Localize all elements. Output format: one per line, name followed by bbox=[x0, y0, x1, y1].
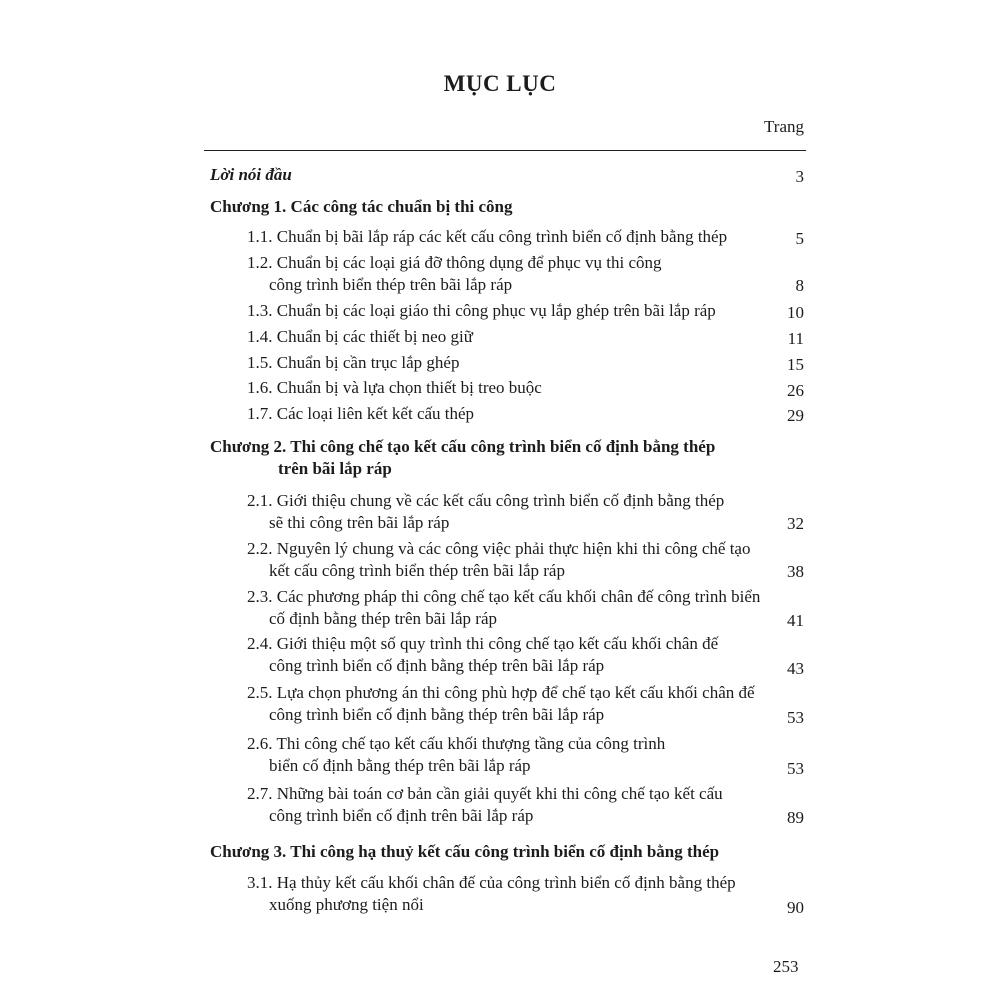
toc-chapter-1[interactable] bbox=[210, 196, 513, 218]
toc-entry-preface[interactable] bbox=[210, 164, 292, 186]
toc-page-number: 15 bbox=[787, 355, 804, 374]
toc-section-1-5[interactable] bbox=[247, 352, 459, 374]
toc-section-title: 1.1. Chuẩn bị bãi lắp ráp các kết cấu công trình biển cố định bằng thép bbox=[247, 227, 728, 246]
toc-page-number: 53 bbox=[787, 708, 804, 727]
toc-page-number: 90 bbox=[787, 898, 804, 917]
toc-page-number: 3 bbox=[795, 167, 804, 186]
toc-section-3-1[interactable] bbox=[247, 872, 736, 916]
toc-section-title-continued: xuống phương tiện nổi bbox=[269, 895, 424, 914]
toc-section-title: 2.1. Giới thiệu chung về các kết cấu công trình biển cố định bằng thép bbox=[247, 491, 725, 510]
toc-section-title: 2.2. Nguyên lý chung và các công việc phải thực hiện khi thi công chế tạo bbox=[247, 539, 751, 558]
toc-section-1-3[interactable] bbox=[247, 300, 716, 322]
toc-page-number: 26 bbox=[787, 381, 804, 400]
toc-section-title: 2.6. Thi công chế tạo kết cấu khối thượng tầng của công trình bbox=[247, 734, 666, 753]
toc-section-title: 1.3. Chuẩn bị các loại giáo thi công phục vụ lắp ghép trên bãi lắp ráp bbox=[247, 301, 716, 320]
toc-page-number: 38 bbox=[787, 562, 804, 581]
toc-section-title-continued: công trình biển cố định trên bãi lắp ráp bbox=[269, 806, 534, 825]
toc-section-1-7[interactable] bbox=[247, 403, 474, 425]
toc-page-number: 41 bbox=[787, 611, 804, 630]
toc-section-title: 1.7. Các loại liên kết kết cấu thép bbox=[247, 404, 475, 423]
toc-section-2-2[interactable] bbox=[247, 538, 750, 582]
toc-page-number: 53 bbox=[787, 759, 804, 778]
toc-section-title: 1.6. Chuẩn bị và lựa chọn thiết bị treo buộc bbox=[247, 378, 542, 397]
toc-chapter-title: Chương 1. Các công tác chuẩn bị thi công bbox=[210, 197, 513, 216]
page-column-label: Trang bbox=[764, 117, 804, 136]
toc-section-2-5[interactable] bbox=[247, 682, 755, 726]
toc-section-2-1[interactable] bbox=[247, 490, 724, 534]
page-number: 253 bbox=[773, 957, 799, 976]
toc-page-number: 5 bbox=[795, 229, 804, 248]
toc-section-2-7[interactable] bbox=[247, 783, 723, 827]
toc-page-number: 8 bbox=[795, 276, 804, 295]
toc-page-number: 43 bbox=[787, 659, 804, 678]
toc-section-1-1[interactable] bbox=[247, 226, 727, 248]
toc-chapter-title: Chương 2. Thi công chế tạo kết cấu công trình biển cố định bằng thép bbox=[210, 437, 716, 456]
toc-section-1-4[interactable] bbox=[247, 326, 473, 348]
toc-chapter-3[interactable] bbox=[210, 841, 719, 863]
toc-section-title: 1.4. Chuẩn bị các thiết bị neo giữ bbox=[247, 327, 473, 346]
toc-chapter-title-continued: trên bãi lắp ráp bbox=[278, 459, 392, 478]
toc-section-2-4[interactable] bbox=[247, 633, 718, 677]
toc-entry-label: Lời nói đầu bbox=[210, 165, 292, 184]
toc-section-title: 2.3. Các phương pháp thi công chế tạo kết cấu khối chân đế công trình biển bbox=[247, 587, 761, 606]
toc-section-title-continued: công trình biển cố định bằng thép trên bãi lắp ráp bbox=[269, 656, 605, 675]
toc-section-title: 2.5. Lựa chọn phương án thi công phù hợp để chế tạo kết cấu khối chân đế bbox=[247, 683, 755, 702]
toc-section-2-3[interactable] bbox=[247, 586, 760, 630]
toc-section-title-continued: cố định bằng thép trên bãi lắp ráp bbox=[269, 609, 498, 628]
toc-page-number: 89 bbox=[787, 808, 804, 827]
toc-section-1-2[interactable] bbox=[247, 252, 662, 296]
toc-page-number: 10 bbox=[787, 303, 804, 322]
toc-section-1-6[interactable] bbox=[247, 377, 542, 399]
header-divider bbox=[204, 150, 806, 151]
toc-page-number: 29 bbox=[787, 406, 804, 425]
page-title: MỤC LỤC bbox=[443, 71, 557, 96]
toc-section-title-continued: công trình biển thép trên bãi lắp ráp bbox=[269, 275, 513, 294]
toc-section-title: 1.2. Chuẩn bị các loại giá đỡ thông dụng để phục vụ thi công bbox=[247, 253, 662, 272]
toc-section-2-6[interactable] bbox=[247, 733, 665, 777]
toc-section-title: 3.1. Hạ thủy kết cấu khối chân đế của công trình biển cố định bằng thép bbox=[247, 873, 736, 892]
toc-chapter-title: Chương 3. Thi công hạ thuỷ kết cấu công trình biển cố định bằng thép bbox=[210, 842, 720, 861]
toc-section-title: 2.7. Những bài toán cơ bản cần giải quyết khi thi công chế tạo kết cấu bbox=[247, 784, 723, 803]
toc-page-number: 11 bbox=[787, 329, 804, 348]
toc-section-title-continued: biển cố định bằng thép trên bãi lắp ráp bbox=[269, 756, 531, 775]
toc-section-title-continued: sẽ thi công trên bãi lắp ráp bbox=[269, 513, 450, 532]
toc-chapter-2[interactable] bbox=[210, 436, 715, 480]
toc-section-title: 2.4. Giới thiệu một số quy trình thi công chế tạo kết cấu khối chân đế bbox=[247, 634, 719, 653]
toc-page-number: 32 bbox=[787, 514, 804, 533]
toc-section-title: 1.5. Chuẩn bị cần trục lắp ghép bbox=[247, 353, 460, 372]
toc-section-title-continued: kết cấu công trình biển thép trên bãi lắp ráp bbox=[269, 561, 565, 580]
toc-section-title-continued: công trình biển cố định bằng thép trên bãi lắp ráp bbox=[269, 705, 605, 724]
